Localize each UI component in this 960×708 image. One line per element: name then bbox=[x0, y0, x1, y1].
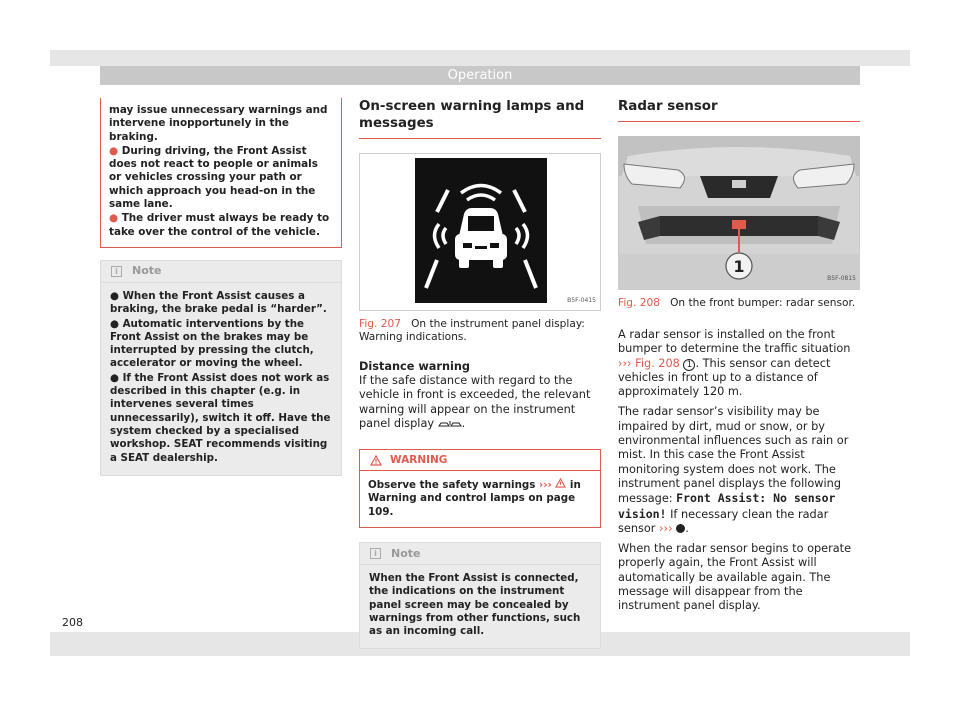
caution-icon bbox=[676, 524, 685, 533]
distance-warning-symbol-icon bbox=[438, 419, 462, 428]
caution-link[interactable]: ››› bbox=[659, 521, 673, 535]
warning-bullet: ● The driver must always be ready to take over the control of the vehicle. bbox=[109, 212, 330, 238]
page-number: 208 bbox=[62, 616, 83, 629]
warning-triangle-icon bbox=[370, 455, 382, 466]
figure-code: B5F-0415 bbox=[567, 297, 596, 304]
callout-number-icon: 1 bbox=[683, 359, 695, 371]
warning-body: Observe the safety warnings ››› in Warning and control lamps on page 109. bbox=[368, 479, 581, 518]
warning-box bbox=[359, 449, 601, 528]
message-text: Front Assist: No sensor vision! bbox=[618, 491, 836, 521]
warning-continued-text: may issue unnecessary warnings and intervene inopportunely in the braking. bbox=[109, 104, 328, 143]
section-header: Operation bbox=[100, 66, 860, 85]
note-box bbox=[359, 542, 601, 648]
section-title: Radar sensor bbox=[618, 98, 860, 122]
figure-207 bbox=[359, 153, 601, 311]
front-assist-warning-icon bbox=[360, 154, 600, 310]
note-item: ● Automatic interventions by the Front Assist on the brakes may be interrupted by pressing the clutch, accelerator or moving the wheel. bbox=[110, 317, 314, 370]
column-3 bbox=[618, 98, 860, 614]
paragraph: The radar sensor’s visibility may be impaired by dirt, mud or snow, or by environmental influences such as rain or mist. In this case the Front Assist monitoring system does not work. The instrument panel displays the following message: Front Assist: No sensor vision! If necessary clean the radar sensor ››› . bbox=[618, 405, 849, 535]
note-item: ● If the Front Assist does not work as described in this chapter (e.g. in intervenes several times unnecessarily), switch it off. Have the system checked by a specialised workshop. SEAT recommends visiting a SEAT dealership. bbox=[110, 371, 331, 464]
warning-triangle-icon bbox=[555, 478, 566, 488]
figure-208-link[interactable]: ››› Fig. 208 bbox=[618, 356, 680, 370]
column-1 bbox=[100, 98, 342, 476]
note-header: i Note bbox=[360, 543, 600, 565]
bullet-icon: ● bbox=[109, 212, 122, 225]
body-text: If the safe distance with regard to the vehicle in front is exceeded, the relevant warning will appear on the instrument panel display . bbox=[359, 374, 591, 430]
figure-caption: Fig. 208 On the front bumper: radar sensor. bbox=[618, 297, 856, 309]
safety-warnings-link[interactable]: ››› bbox=[539, 479, 552, 492]
paragraph: When the radar sensor begins to operate properly again, the Front Assist will automatically be available again. The message will disappear from the instrument panel display. bbox=[618, 542, 852, 613]
note-item: ● When the Front Assist causes a braking, the brake pedal is “harder”. bbox=[110, 289, 327, 316]
info-icon: i bbox=[370, 548, 381, 559]
figure-208 bbox=[618, 136, 860, 290]
warning-header: WARNING bbox=[360, 450, 600, 471]
callout-number: 1 bbox=[733, 257, 745, 276]
column-2 bbox=[359, 98, 601, 649]
paragraph: A radar sensor is installed on the front bumper to determine the traffic situation ››› Fig. 208 1 . This sensor can detect vehicles in front up to a distance of approximately 120 m. bbox=[618, 328, 851, 399]
figure-code: B5F-0815 bbox=[827, 275, 856, 282]
subheading: Distance warning bbox=[359, 360, 471, 373]
bullet-icon: ● bbox=[109, 144, 122, 157]
note-box bbox=[100, 260, 342, 476]
warning-bullet: ● During driving, the Front Assist does not react to people or animals or vehicles crossing your path or which approach you head-on in the same lane. bbox=[109, 144, 318, 211]
figure-caption: Fig. 207 On the instrument panel display: Warning indications. bbox=[359, 318, 585, 343]
section-title: On-screen warning lamps and messages bbox=[359, 98, 601, 139]
note-body bbox=[101, 283, 341, 475]
warning-continued-box bbox=[100, 98, 342, 248]
note-body: When the Front Assist is connected, the indications on the instrument panel screen may be concealed by warnings from other functions, such as an incoming call. bbox=[369, 572, 581, 638]
note-header: i Note bbox=[101, 261, 341, 283]
car-front-bumper-image bbox=[618, 136, 860, 290]
info-icon: i bbox=[111, 266, 122, 277]
